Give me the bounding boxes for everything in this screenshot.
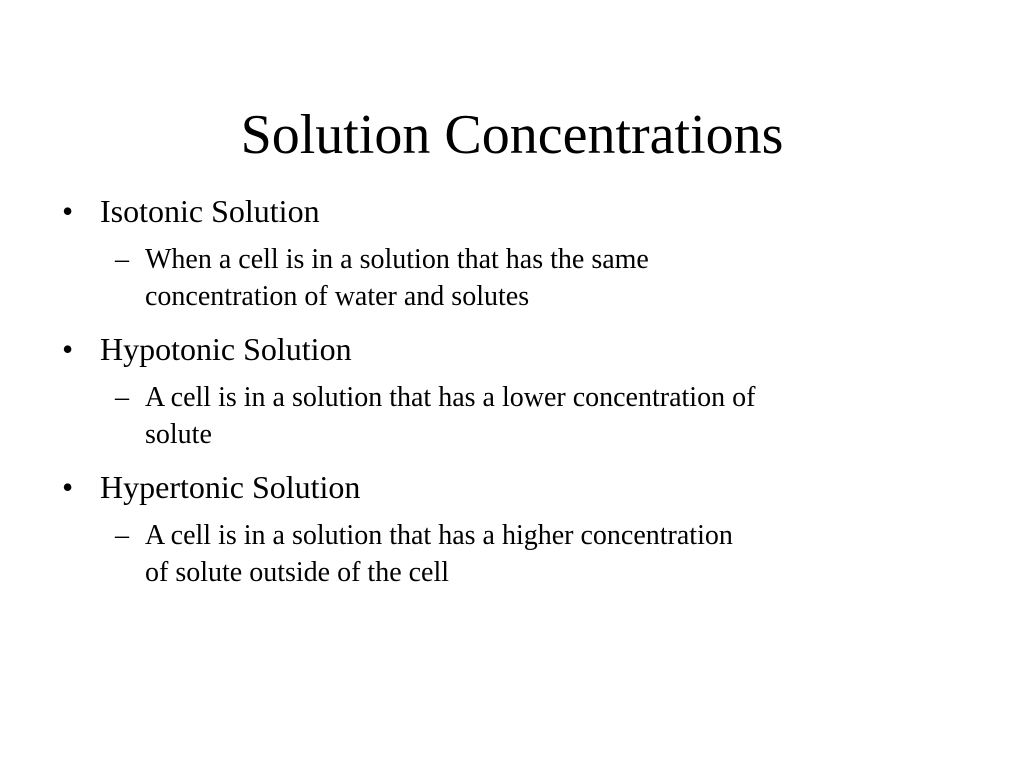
- sub-item: [0, 517, 1024, 591]
- bullet-row: [0, 324, 1024, 374]
- sub-item-line: A cell is in a solution that has a lower concentration of: [145, 382, 756, 413]
- bullet-item-hypertonic: [0, 462, 1024, 591]
- dash-icon: –: [115, 520, 129, 551]
- bullet-dot-icon: •: [62, 331, 74, 367]
- bullet-heading: Isotonic Solution: [100, 193, 320, 229]
- sub-item-line: concentration of water and solutes: [145, 281, 530, 312]
- bullet-item-isotonic: [0, 186, 1024, 315]
- bullet-dot-icon: •: [62, 193, 74, 229]
- sub-list: [0, 517, 1024, 591]
- bullet-item-hypotonic: [0, 324, 1024, 453]
- sub-item-line: A cell is in a solution that has a higher concentration: [145, 520, 733, 551]
- sub-item-line: When a cell is in a solution that has the same: [145, 244, 649, 275]
- slide-title: Solution Concentrations: [240, 104, 784, 166]
- bullet-heading: Hypertonic Solution: [100, 469, 361, 505]
- dash-icon: –: [115, 382, 129, 413]
- dash-icon: –: [115, 244, 129, 275]
- sub-item-line: solute: [145, 419, 212, 450]
- sub-item-line: of solute outside of the cell: [145, 557, 450, 588]
- bullet-list: [0, 186, 1024, 600]
- bullet-row: [0, 186, 1024, 236]
- sub-list: [0, 379, 1024, 453]
- sub-item: [0, 241, 1024, 315]
- bullet-heading: Hypotonic Solution: [100, 331, 352, 367]
- bullet-dot-icon: •: [62, 469, 74, 505]
- sub-item: [0, 379, 1024, 453]
- bullet-row: [0, 462, 1024, 512]
- sub-list: [0, 241, 1024, 315]
